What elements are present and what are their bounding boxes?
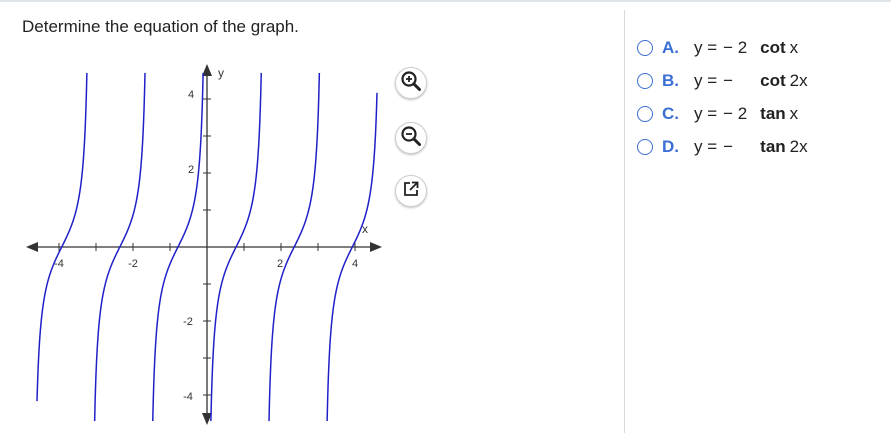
option-d-arg: 2x (789, 136, 808, 156)
zoom-in-button[interactable] (395, 67, 427, 99)
option-d-lhs: y = (694, 136, 718, 156)
option-c-letter: C. (662, 103, 679, 123)
option-b-lhs: y = (694, 70, 718, 90)
option-d[interactable] (637, 130, 808, 163)
zoom-out-button[interactable] (395, 122, 427, 154)
zoom-in-icon (400, 70, 422, 97)
popout-icon (401, 179, 421, 204)
option-c-lhs: y = (694, 103, 718, 123)
option-a-coef: − 2 (723, 37, 748, 57)
y-axis-label: y (218, 66, 224, 80)
radio-b[interactable] (637, 73, 653, 89)
radio-a[interactable] (637, 40, 653, 56)
radio-d[interactable] (637, 139, 653, 155)
y-tick-label-neg2: -2 (183, 316, 193, 328)
graph-svg (22, 60, 392, 430)
popout-button[interactable] (395, 175, 427, 207)
option-a[interactable] (637, 31, 808, 64)
option-d-fn: tan (760, 136, 786, 156)
option-a-lhs: y = (694, 37, 718, 57)
option-b-letter: B. (662, 70, 679, 90)
zoom-out-icon (400, 125, 422, 152)
option-b-fn: cot (760, 70, 786, 90)
option-d-coef: − (723, 136, 734, 156)
option-d-letter: D. (662, 136, 679, 156)
curve-branch (37, 73, 87, 401)
option-a-letter: A. (662, 37, 679, 57)
x-tick-label-4: 4 (351, 258, 359, 270)
x-tick-label-2: 2 (276, 258, 284, 270)
x-tick-label-neg4: -4 (54, 258, 64, 270)
top-border (0, 0, 891, 2)
radio-c[interactable] (637, 106, 653, 122)
panel-divider (624, 10, 625, 433)
option-c-fn: tan (760, 103, 786, 123)
curve-branch (327, 93, 377, 421)
graph (22, 60, 392, 430)
option-b-arg: 2x (789, 70, 808, 90)
option-a-fn: cot (760, 37, 786, 57)
option-b[interactable] (637, 64, 808, 97)
y-tick-label-neg4: -4 (183, 391, 193, 403)
option-b-coef: − (723, 70, 734, 90)
option-c-arg: x (789, 103, 799, 123)
option-a-arg: x (789, 37, 799, 57)
x-axis-arrow-right (370, 242, 382, 252)
option-c-coef: − 2 (723, 103, 748, 123)
y-tick-label-2: 2 (187, 164, 195, 176)
answer-options (637, 31, 808, 163)
x-axis-arrow-left (26, 242, 38, 252)
x-tick-label-neg2: -2 (128, 258, 138, 270)
question-text: Determine the equation of the graph. (22, 17, 299, 36)
x-axis-label: x (362, 222, 368, 236)
y-tick-label-4: 4 (187, 89, 195, 101)
option-c[interactable] (637, 97, 808, 130)
